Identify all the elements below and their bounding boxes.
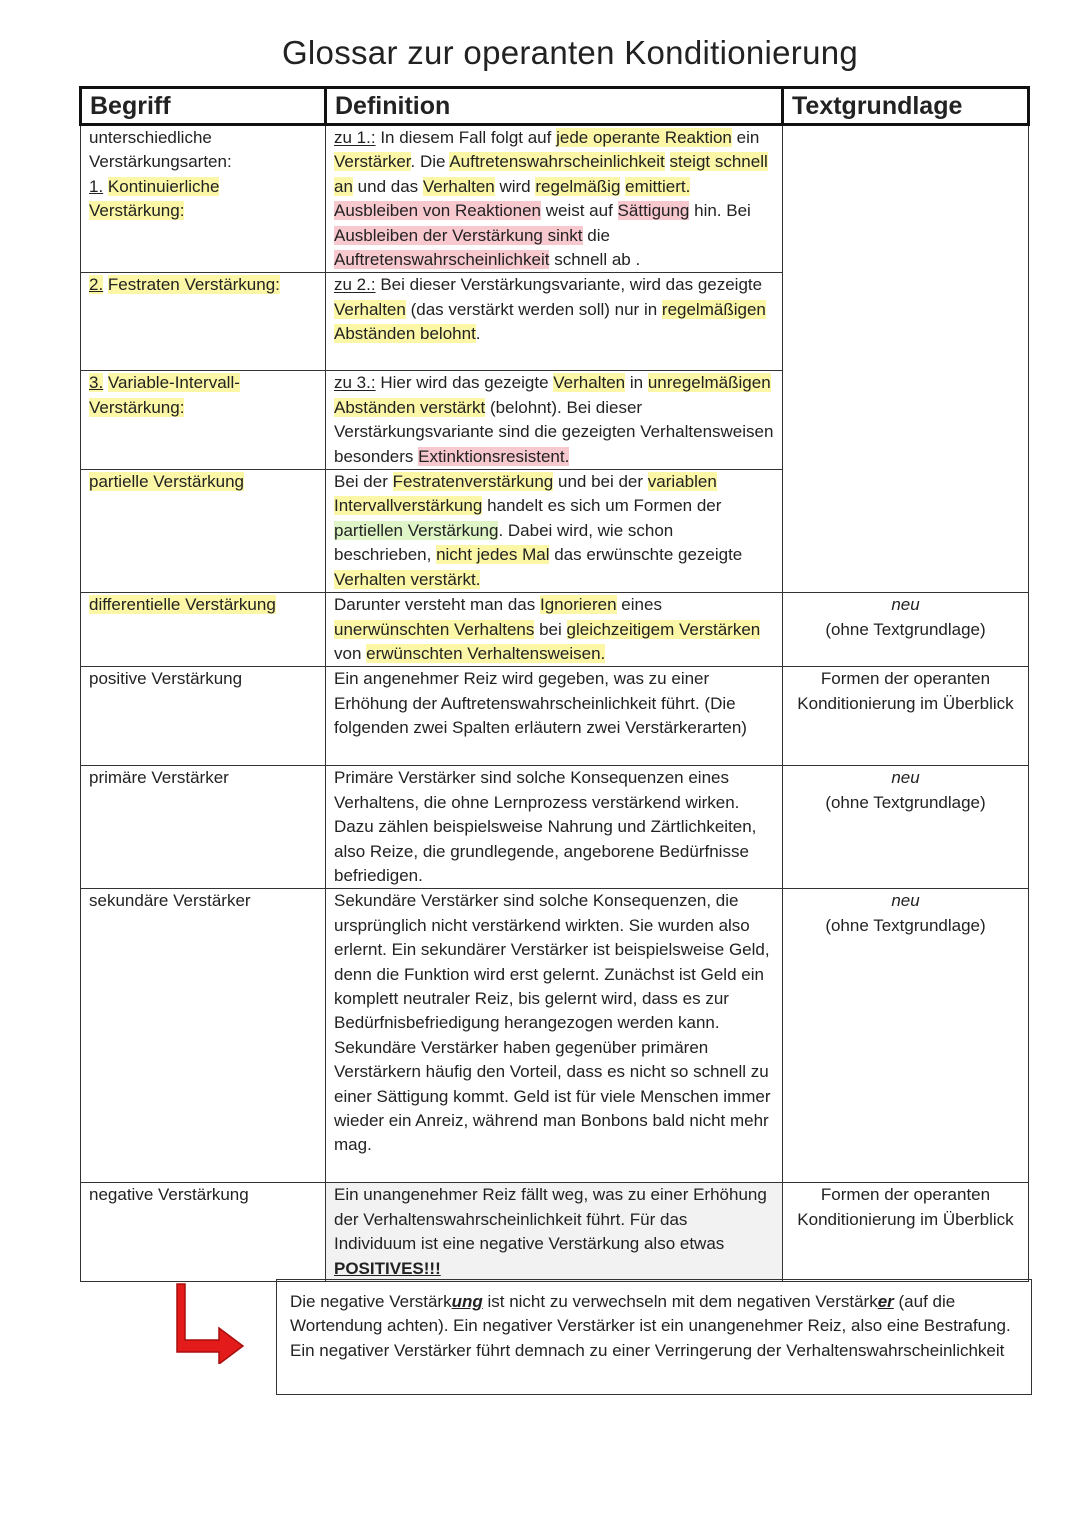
definition-positive: Ein angenehmer Reiz wird gegeben, was zu einer Erhöhung der Auftretenswahrscheinlichkeit führt. (Die folgenden zwei Spalten erläutern zwei Verstärkerarten) xyxy=(326,667,783,766)
definition-sekundaere: Sekundäre Verstärker sind solche Konsequenzen, die ursprünglich nicht verstärkend wirkten. Sie wurden also erlernt. Ein sekundärer Verstärker ist beispielsweise Geld, denn die Funktion wird erst gelernt. Zunächst ist Geld ein komplett neutraler Reiz, bis gelernt wird, dass es zur Bedürfnisbefriedigung herangezogen werden kann. Sekundäre Verstärker haben gegenüber primären Verstärkern häufig den Vorteil, dass es nicht so schnell zu einer Sättigung kommt. Geld ist für viele Menschen immer wieder ein Anreiz, während man Bonbons bald nicht mehr mag. xyxy=(326,889,783,1183)
table-row xyxy=(81,1183,1029,1282)
header-definition: Definition xyxy=(326,88,783,125)
term-primaere: primäre Verstärker xyxy=(81,766,326,889)
source-positive: Formen der operanten Konditionierung im Überblick xyxy=(783,667,1029,766)
term-festraten: 2. Festraten Verstärkung: xyxy=(81,273,326,371)
definition-kontinuierliche: zu 1.: In diesem Fall folgt auf jede operante Reaktion ein Verstärker. Die Auftretenswahrscheinlichkeit steigt schnell an und das Verhalten wird regelmäßig emittiert. Ausbleiben von Reaktionen weist auf Sättigung hin. Bei Ausbleiben der Verstärkung sinkt die Auftretenswahrscheinlichkeit schnell ab . xyxy=(326,125,783,273)
term-partielle: partielle Verstärkung xyxy=(81,470,326,593)
source-sekundaere: neu (ohne Textgrundlage) xyxy=(783,889,1029,1183)
definition-variable-intervall: zu 3.: Hier wird das gezeigte Verhalten in unregelmäßigen Abständen verstärkt (belohnt). Bei dieser Verstärkungsvariante sind die gezeigten Verhaltensweisen besonders Extinktionsresistent. xyxy=(326,371,783,470)
term-negative: negative Verstärkung xyxy=(81,1183,326,1282)
source-negative: Formen der operanten Konditionierung im Überblick xyxy=(783,1183,1029,1282)
glossary-table xyxy=(79,86,1030,1282)
table-row xyxy=(81,593,1029,667)
term-sekundaere: sekundäre Verstärker xyxy=(81,889,326,1183)
term-positive: positive Verstärkung xyxy=(81,667,326,766)
term-variable-intervall: 3. Variable-Intervall- Verstärkung: xyxy=(81,371,326,470)
table-row xyxy=(81,889,1029,1183)
arrow-right-icon xyxy=(175,1282,247,1364)
definition-festraten: zu 2.: Bei dieser Verstärkungsvariante, wird das gezeigte Verhalten (das verstärkt werden soll) nur in regelmäßigen Abständen belohnt. xyxy=(326,273,783,371)
source-primaere: neu (ohne Textgrundlage) xyxy=(783,766,1029,889)
table-header-row xyxy=(81,88,1029,125)
definition-negative: Ein unangenehmer Reiz fällt weg, was zu einer Erhöhung der Verhaltenswahrscheinlichkeit führt. Für das Individuum ist eine negative Verstärkung also etwas POSITIVES!!! xyxy=(326,1183,783,1282)
header-begriff: Begriff xyxy=(81,88,326,125)
table-row xyxy=(81,667,1029,766)
header-textgrundlage: Textgrundlage xyxy=(783,88,1029,125)
page-title: Glossar zur operanten Konditionierung xyxy=(281,34,859,71)
table-row xyxy=(81,766,1029,889)
table-row xyxy=(81,125,1029,273)
source-differentielle: neu (ohne Textgrundlage) xyxy=(783,593,1029,667)
definition-partielle: Bei der Festratenverstärkung und bei der variablen Intervallverstärkung handelt es sich um Formen der partiellen Verstärkung. Dabei wird, wie schon beschrieben, nicht jedes Mal das erwünschte gezeigte Verhalten verstärkt. xyxy=(326,470,783,593)
definition-primaere: Primäre Verstärker sind solche Konsequenzen eines Verhaltens, die ohne Lernprozess verstärkend wirken. Dazu zählen beispielsweise Nahrung und Zärtlichkeiten, also Reize, die grundlegende, angeborene Bedürfnisse befriedigen. xyxy=(326,766,783,889)
source-skinner xyxy=(783,125,1029,593)
definition-differentielle: Darunter versteht man das Ignorieren eines unerwünschten Verhaltens bei gleichzeitigem Verstärken von erwünschten Verhaltensweisen. xyxy=(326,593,783,667)
note-box: Die negative Verstärkung ist nicht zu verwechseln mit dem negativen Verstärker (auf die Wortendung achten). Ein negativer Verstärker ist ein unangenehmer Reiz, also eine Bestrafung. Ein negativer Verstärker führt demnach zu einer Verringerung der Verhaltenswahrscheinlichkeit xyxy=(276,1279,1032,1395)
term-kontinuierliche: unterschiedliche Verstärkungsarten: 1. Kontinuierliche Verstärkung: xyxy=(81,125,326,273)
term-differentielle: differentielle Verstärkung xyxy=(81,593,326,667)
